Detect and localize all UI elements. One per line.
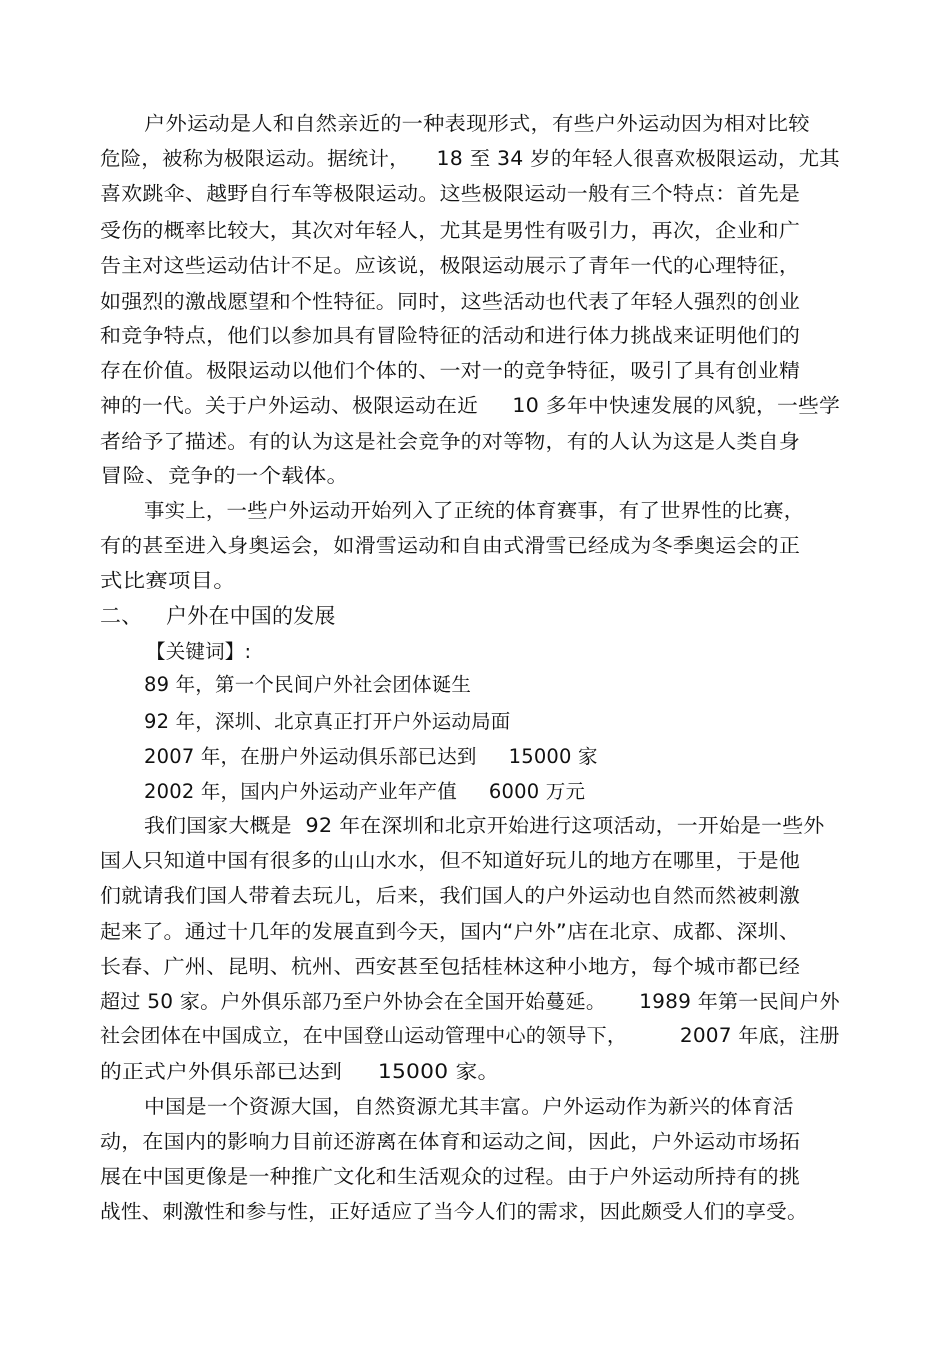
paragraph-1-line: 冒险、竞争的一个载体。 [100,464,350,487]
paragraph-1-line: 和竞争特点，他们以参加具有冒险特征的活动和进行体力挑战来证明他们的 [100,324,801,347]
paragraph-1-line: 户外运动是人和自然亲近的一种表现形式，有些户外运动因为相对比较 [144,112,810,135]
section-title: 户外在中国的发展 [166,604,336,628]
paragraph-2-line: 有的甚至进入身奥运会，如滑雪运动和自由式滑雪已经成为冬季奥运会的正 [100,534,801,557]
paragraph-1-line: 者给予了描述。有的认为这是社会竞争的对等物，有的人认为这是人类自身 [100,430,801,453]
paragraph-3-line: 长春、广州、昆明、杭州、西安甚至包括桂林这种小地方，每个城市都已经 [100,955,801,978]
section-number: 二、 [100,604,143,628]
keywords-label: 【关键词】: [146,640,252,663]
paragraph-4-line: 动，在国内的影响力目前还游离在体育和运动之间，因此，户外运动市场拓 [100,1130,801,1153]
keyword-item: 2007 年，在册户外运动俱乐部已达到 15000 家 [144,745,598,768]
paragraph-4-line: 战性、刺激性和参与性，正好适应了当今人们的需求，因此颇受人们的享受。 [100,1200,808,1223]
paragraph-1-line: 告主对这些运动估计不足。应该说，极限运动展示了青年一代的心理特征， [100,254,801,277]
keyword-item: 89 年，第一个民间户外社会团体诞生 [144,673,472,696]
paragraph-2-line: 式比赛项目。 [100,569,236,592]
paragraph-1-line: 如强烈的激战愿望和个性特征。同时，这些活动也代表了年轻人强烈的创业 [100,290,801,313]
keyword-item: 2002 年，国内户外运动产业年产值 6000 万元 [144,780,586,803]
paragraph-3-line: 超过 50 家。户外俱乐部乃至户外协会在全国开始蔓延。 1989 年第一民间户外 [100,990,840,1013]
paragraph-3-line: 我们国家大概是 92 年在深圳和北京开始进行这项活动，一开始是一些外 [144,814,825,837]
paragraph-1-line: 受伤的概率比较大，其次对年轻人，尤其是男性有吸引力，再次，企业和广 [100,219,801,242]
paragraph-3-line: 国人只知道中国有很多的山山水水，但不知道好玩儿的地方在哪里，于是他 [100,849,801,872]
paragraph-3-line: 的正式户外俱乐部已达到 15000 家。 [100,1060,500,1083]
paragraph-3-line: 社会团体在中国成立，在中国登山运动管理中心的领导下， 2007 年底，注册 [100,1024,840,1047]
paragraph-4-line: 展在中国更像是一种推广文化和生活观众的过程。由于户外运动所持有的挑 [100,1165,801,1188]
paragraph-3-line: 们就请我们国人带着去玩儿，后来，我们国人的户外运动也自然而然被刺激 [100,884,801,907]
paragraph-1-line: 危险，被称为极限运动。据统计， 18 至 34 岁的年轻人很喜欢极限运动，尤其 [100,147,840,170]
paragraph-1-line: 神的一代。关于户外运动、极限运动在近 10 多年中快速发展的风貌，一些学 [100,394,841,417]
paragraph-1-line: 存在价值。极限运动以他们个体的、一对一的竞争特征，吸引了具有创业精 [100,359,801,382]
paragraph-2-line: 事实上，一些户外运动开始列入了正统的体育赛事，有了世界性的比赛， [144,499,805,522]
keyword-item: 92 年，深圳、北京真正打开户外运动局面 [144,710,511,733]
paragraph-1-line: 喜欢跳伞、越野自行车等极限运动。这些极限运动一般有三个特点：首先是 [100,182,801,205]
paragraph-3-line: 起来了。通过十几年的发展直到今天，国内“户外”店在北京、成都、深圳、 [100,920,801,943]
paragraph-4-line: 中国是一个资源大国，自然资源尤其丰富。户外运动作为新兴的体育活 [144,1095,794,1118]
